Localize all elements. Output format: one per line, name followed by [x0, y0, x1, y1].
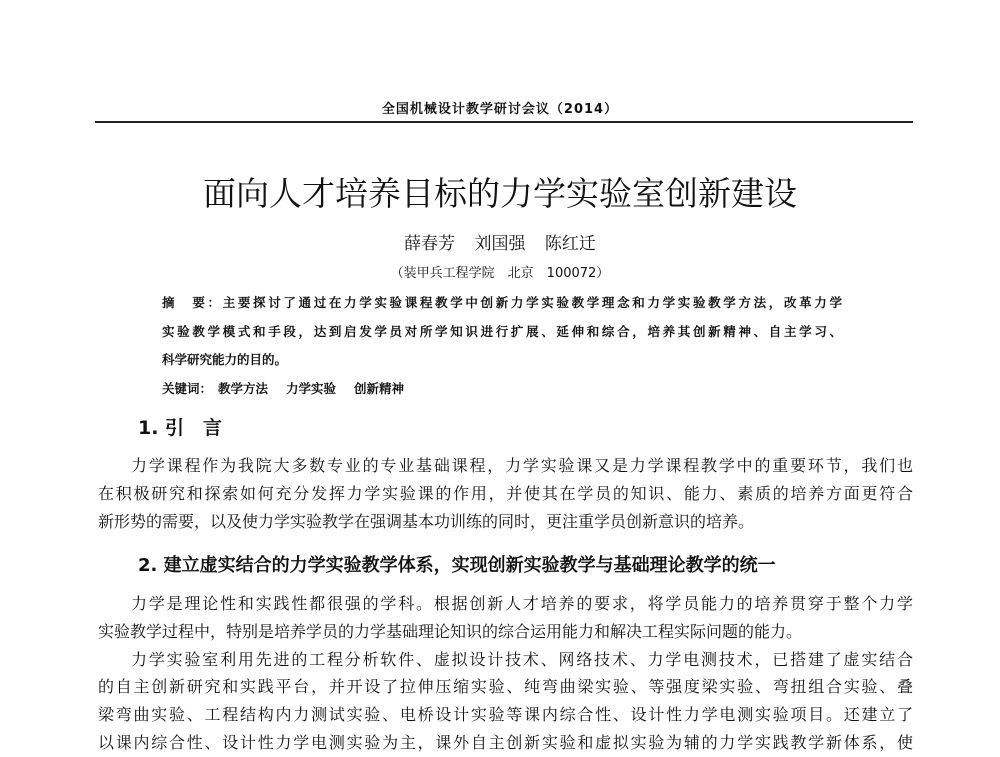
- keyword: 力学实验: [286, 380, 337, 396]
- running-header: 全国机械设计教学研讨会议（2014）: [381, 102, 619, 117]
- body-line: 新形势的需要，以及使力学实验教学在强调基本功训练的同时，更注重学员创新意识的培养。: [98, 511, 755, 531]
- header-rule: [95, 121, 913, 123]
- abstract-line: 主要探讨了通过在力学实验课程教学中创新力学实验教学理念和力学实验教学方法，改革力学: [222, 295, 842, 310]
- paper-title: 面向人才培养目标的力学实验室创新建设: [203, 174, 797, 213]
- author: 陈红迁: [544, 234, 596, 254]
- body-line: 力学课程作为我院大多数专业的专业基础课程，力学实验课又是力学课程教学中的重要环节，我们也: [131, 456, 913, 475]
- abstract-line: 科学研究能力的目的。: [162, 352, 288, 367]
- keyword: 教学方法: [218, 380, 269, 396]
- body-line: 在积极研究和探索如何充分发挥力学实验课的作用，并使其在学员的知识、能力、素质的培养方面更符合: [98, 483, 913, 503]
- keyword: 创新精神: [354, 380, 405, 396]
- affiliation: （装甲兵工程学院 北京 100072）: [390, 266, 610, 281]
- section-body: [98, 590, 913, 757]
- body-line: 梁弯曲实验、工程结构内力测试实验、电桥设计实验等课内综合性、设计性力学电测实验项目。还建立了: [98, 705, 913, 725]
- author: 薛春芳: [404, 234, 456, 254]
- section-body: [98, 452, 913, 535]
- body-line: 以课内综合性、设计性力学电测实验为主，课外自主创新实验和虚拟实验为辅的力学实践教学新体系，使: [98, 732, 913, 752]
- keywords-label: 关键词：: [162, 380, 213, 396]
- author: 刘国强: [474, 234, 526, 254]
- section-heading: 1. 引 言: [138, 417, 223, 439]
- abstract-line: 实验教学模式和手段，达到启发学员对所学知识进行扩展、延伸和综合，培养其创新精神、自主学习、: [162, 323, 842, 339]
- body-line: 力学是理论性和实践性都很强的学科。根据创新人才培养的要求，将学员能力的培养贯穿于整个力学: [131, 594, 913, 613]
- body-line: 力学实验室利用先进的工程分析软件、虚拟设计技术、网络技术、力学电测技术，已搭建了虚实结合: [131, 649, 913, 669]
- abstract: [162, 289, 842, 403]
- authors: [0, 229, 1000, 254]
- body-line: 实验教学过程中，特别是培养学员的力学基础理论知识的综合运用能力和解决工程实际问题的能力。: [98, 621, 803, 641]
- section-heading: 2. 建立虚实结合的力学实验教学体系，实现创新实验教学与基础理论教学的统一: [138, 555, 776, 576]
- abstract-label: 摘 要：: [162, 295, 223, 310]
- keywords: [162, 375, 842, 404]
- body-line: 的自主创新研究和实践平台，并开设了拉伸压缩实验、纯弯曲梁实验、等强度梁实验、弯扭组合实验、叠: [98, 677, 913, 697]
